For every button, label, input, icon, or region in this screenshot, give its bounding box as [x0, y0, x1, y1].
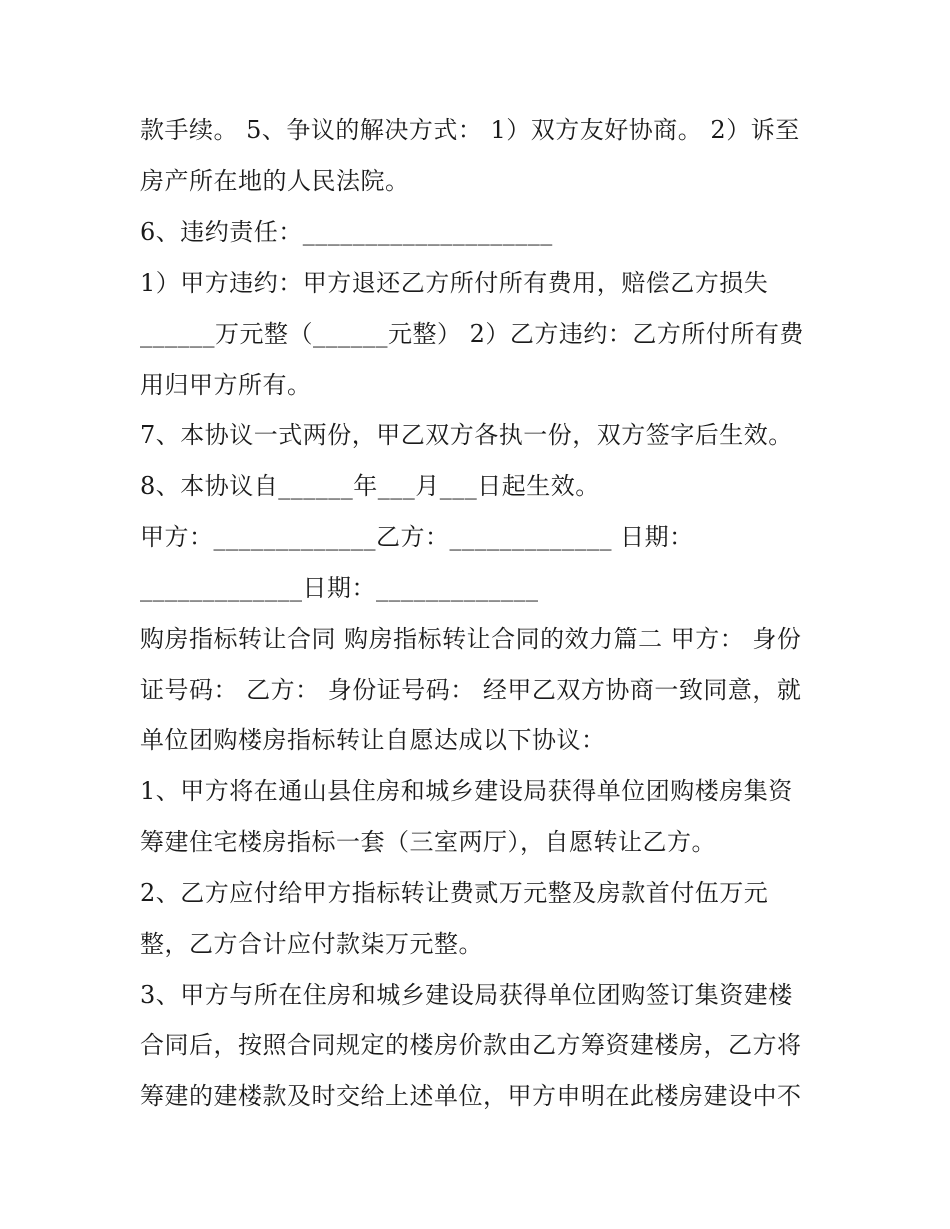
text-line: 合同后，按照合同规定的楼房价款由乙方筹资建楼房，乙方将 — [140, 1031, 802, 1059]
text-line: 整，乙方合计应付款柒万元整。 — [140, 930, 483, 958]
text-line: 1、甲方将在通山县住房和城乡建设局获得单位团购楼房集资 — [140, 777, 793, 805]
text-line: 甲方：_____________乙方：_____________ 日期： — [140, 523, 694, 551]
text-line: 证号码： 乙方： 身份证号码： 经甲乙双方协商一致同意，就 — [140, 676, 802, 704]
text-line: 筹建的建楼款及时交给上述单位，甲方申明在此楼房建设中不 — [140, 1082, 802, 1110]
text-line: 1）甲方违约：甲方退还乙方所付所有费用，赔偿乙方损失 — [140, 269, 769, 297]
text-line: 2、乙方应付给甲方指标转让费贰万元整及房款首付伍万元 — [140, 879, 769, 907]
text-line: 房产所在地的人民法院。 — [140, 167, 410, 195]
text-line: 款手续。 5、争议的解决方式： 1）双方友好协商。 2）诉至 — [140, 116, 800, 144]
text-line: 6、违约责任：____________________ — [140, 218, 553, 246]
text-line: _____________日期：_____________ — [140, 574, 539, 602]
text-line: 8、本协议自______年___月___日起生效。 — [140, 472, 600, 500]
text-line: 3、甲方与所在住房和城乡建设局获得单位团购签订集资建楼 — [140, 981, 793, 1009]
text-line: ______万元整（______元整） 2）乙方违约：乙方所付所有费 — [140, 320, 804, 348]
text-line: 单位团购楼房指标转让自愿达成以下协议： — [140, 726, 606, 754]
text-line: 购房指标转让合同 购房指标转让合同的效力篇二 甲方： 身份 — [140, 625, 802, 653]
text-line: 筹建住宅楼房指标一套（三室两厅），自愿转让乙方。 — [140, 828, 716, 856]
text-line: 7、本协议一式两份，甲乙双方各执一份，双方签字后生效。 — [140, 421, 793, 449]
text-line: 用归甲方所有。 — [140, 371, 312, 399]
